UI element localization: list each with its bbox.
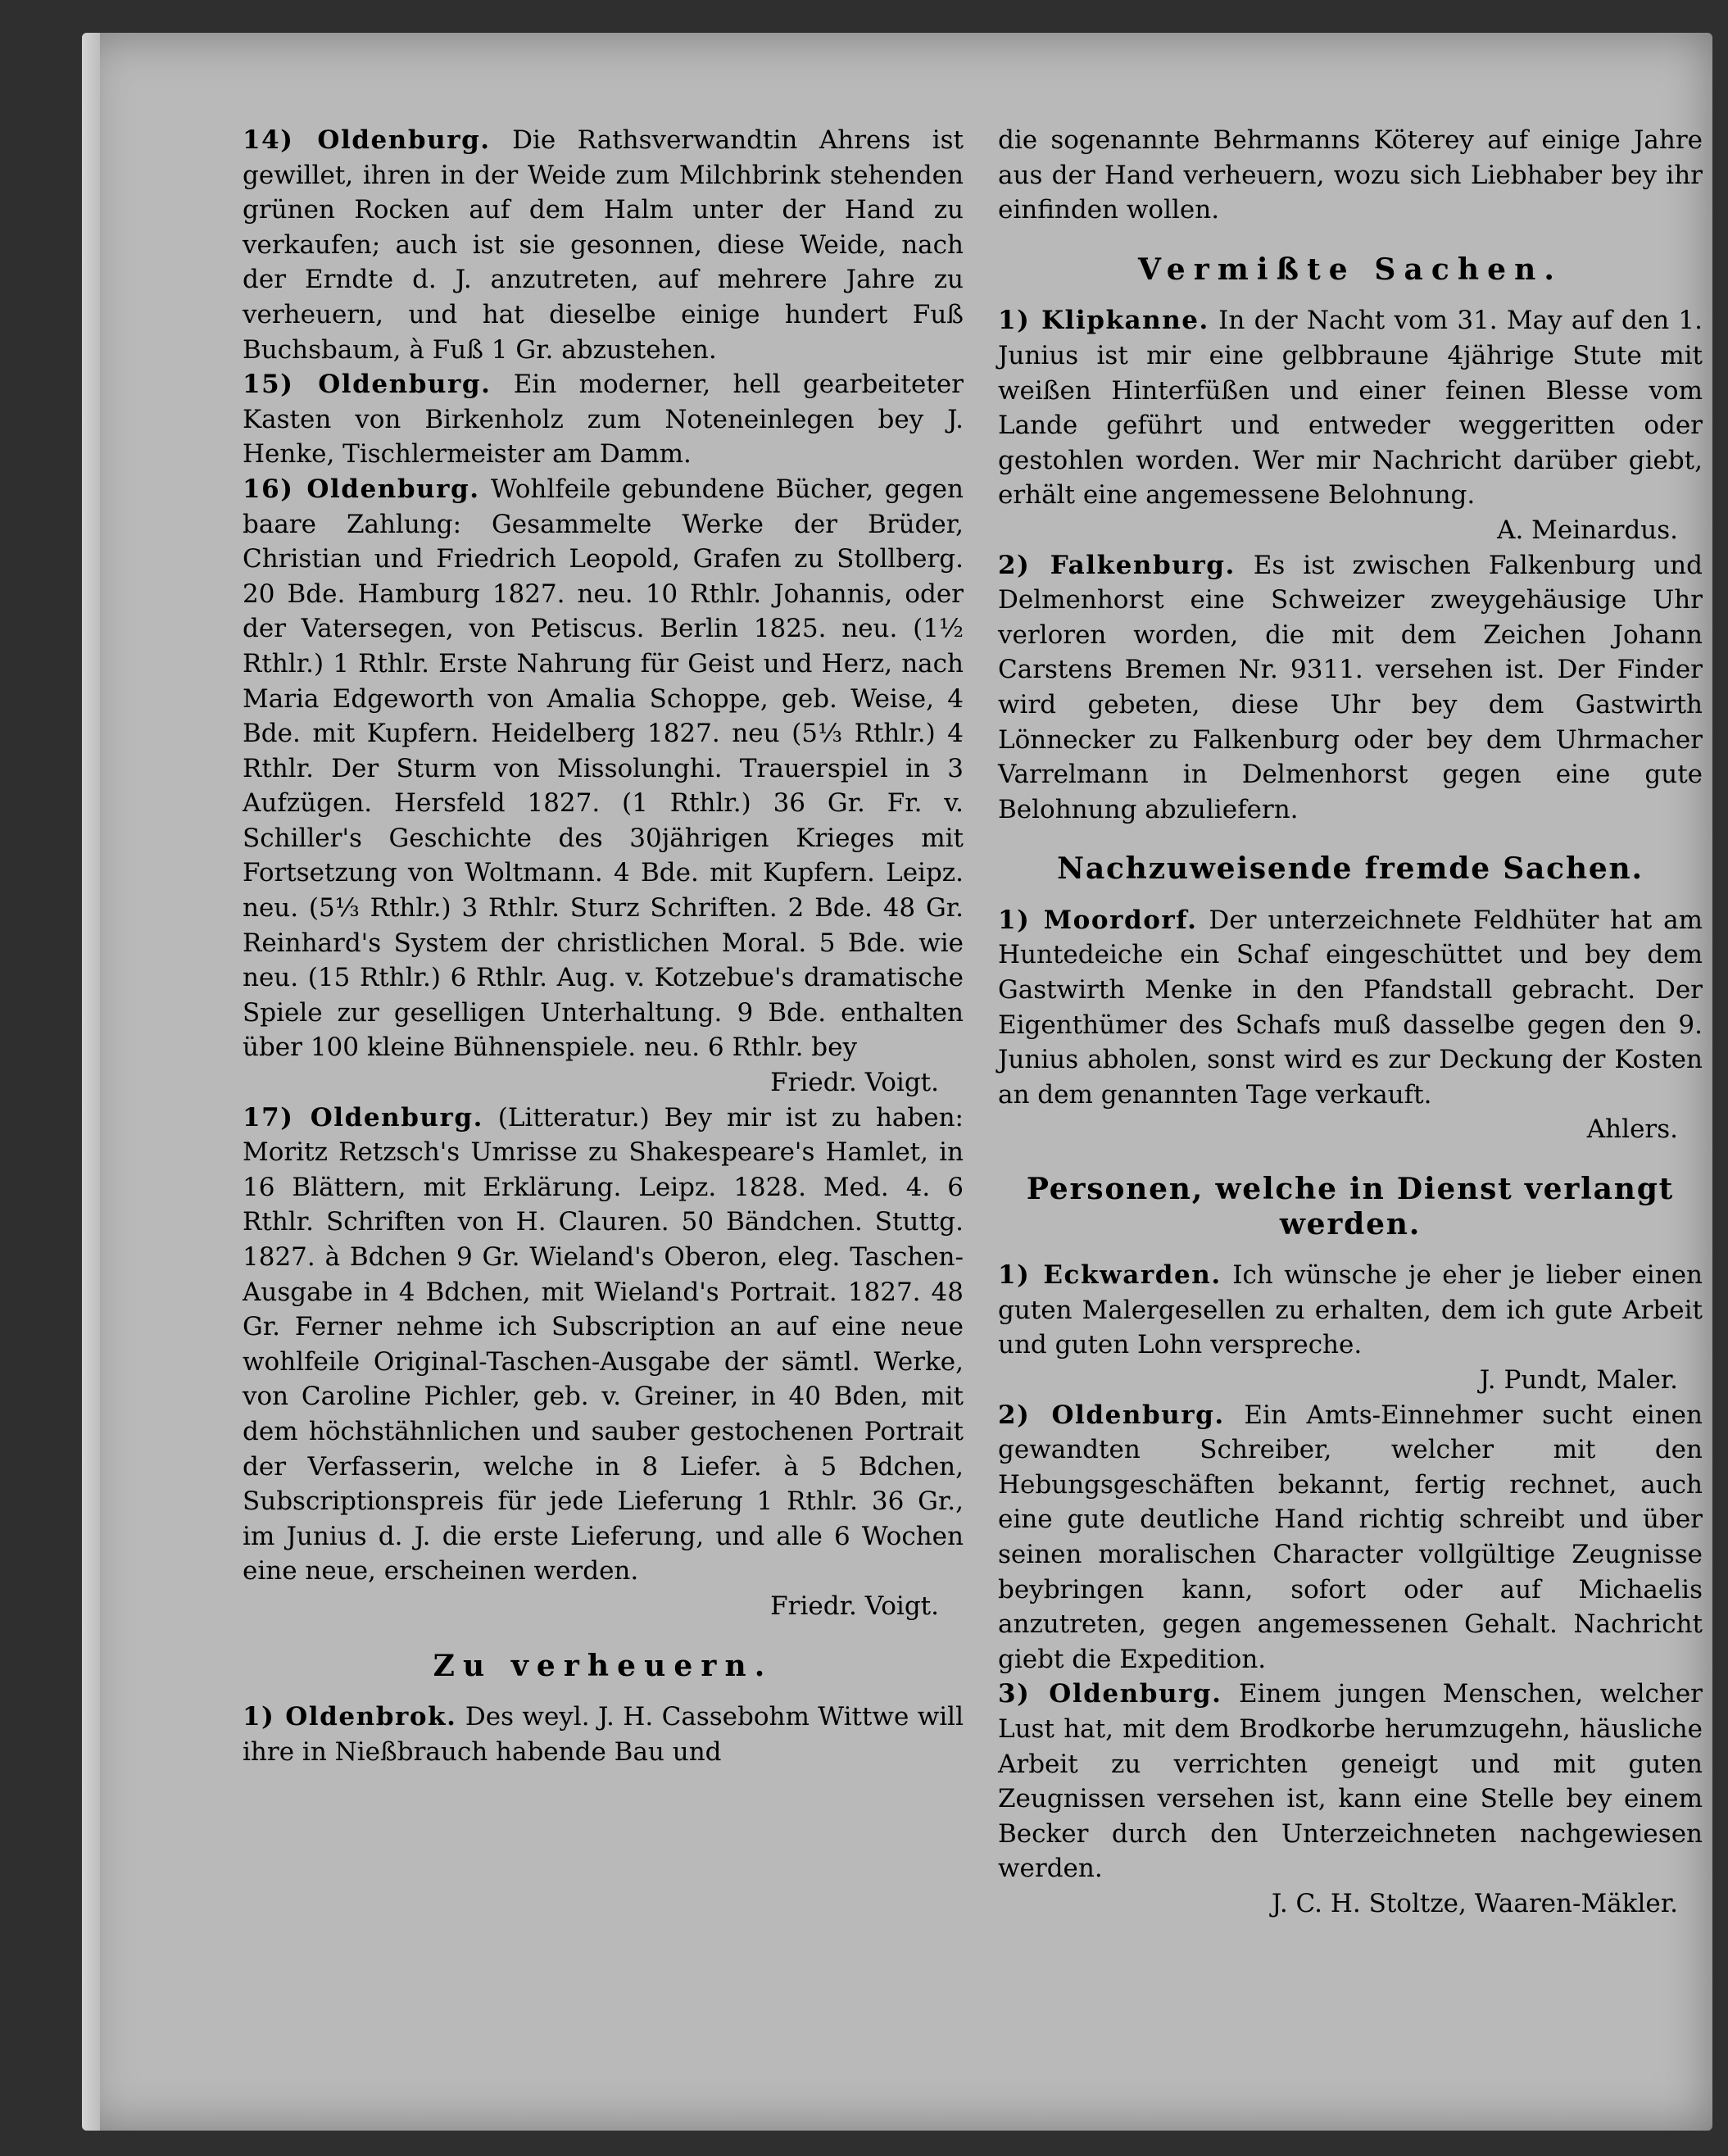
notice-text: Die Rathsverwandtin Ahrens ist gewillet, ihren in der Weide zum Milchbrink stehenden grünen Rocken auf dem Halm unter der Hand zu verkaufen; auch ist sie gesonnen, diese Weide, nach der Erndte d. J. anzutreten, auf mehrere Jahre zu verheuern, und hat dieselbe einige hundert Fuß Buchsbaum, à Fuß 1 Gr. abzustehen. (243, 125, 964, 365)
notice-verheuern-1-continued (998, 123, 1703, 228)
notice-lead: 16) Oldenburg. (243, 474, 480, 504)
notice-text: Des weyl. J. H. Cassebohm Wittwe will ihre in Nießbrauch habende Bau und (243, 1702, 964, 1767)
notice-16 (243, 472, 964, 1101)
notice-14 (243, 123, 964, 367)
notice-17 (243, 1101, 964, 1624)
notice-lead: 2) Oldenburg. (998, 1400, 1225, 1430)
notice-vermisst-1 (998, 303, 1703, 547)
notice-lead: 17) Oldenburg. (243, 1102, 483, 1132)
notice-lead: 1) Klipkanne. (998, 306, 1209, 336)
notice-dienst-2 (998, 1398, 1703, 1677)
notice-lead: 3) Oldenburg. (998, 1679, 1222, 1709)
notice-lead: 15) Oldenburg. (243, 370, 492, 400)
left-column (243, 123, 964, 1769)
notice-signature: J. C. H. Stoltze, Waaren-Mäkler. (1271, 1888, 1678, 1918)
section-heading-fremde-sachen: Nachzuweisende fremde Sachen. (1057, 851, 1644, 887)
section-heading-dienst: Personen, welche in Dienst verlangt werden. (1026, 1172, 1675, 1241)
notice-text: (Litteratur.) Bey mir ist zu haben: Moritz Retzsch's Umrisse zu Shakespeare's Hamlet, in 16 Blättern, mit Erklärung. Leipz. 1828. Med. 4. 6 Rthlr. Schriften von H. Clauren. 50 Bändchen. Stuttg. 1827. à Bdchen 9 Gr. Wieland's Oberon, eleg. Taschen-Ausgabe in 4 Bdchen, mit Wieland's Portrait. 1827. 48 Gr. Ferner nehme ich Subscription an auf eine neue wohlfeile Original-Taschen-Ausgabe der sämtl. Werke, von Caroline Pichler, geb. v. Greiner, in 40 Bden, mit dem höchstähnlichen und sauber gestochenen Portrait der Verfasserin, welche in 8 Liefer. à 5 Bdchen, Subscriptionspreis für jede Lieferung 1 Rthlr. 36 Gr., im Junius d. J. die erste Lieferung, und alle 6 Wochen eine neue, erscheinen werden. (243, 1102, 964, 1586)
notice-lead: 1) Moordorf. (998, 905, 1198, 935)
notice-text: Ein Amts-Einnehmer sucht einen gewandten Schreiber, welcher mit den Hebungsgeschäften bekannt, fertig rechnet, auch eine gute deutliche Hand richtig schreibt und über seinen moralischen Character vollgültige Zeugnisse beybringen kann, sofort oder auf Michaelis anzutreten, gegen angemessenen Gehalt. Nachricht giebt die Expedition. (998, 1400, 1703, 1674)
notice-text: Es ist zwischen Falkenburg und Delmenhorst eine Schweizer zweygehäusige Uhr verloren worden, die mit dem Zeichen Johann Carstens Bremen Nr. 9311. versehen ist. Der Finder wird gebeten, diese Uhr bey dem Gastwirth Lönnecker zu Falkenburg oder bey dem Uhrmacher Varrelmann in Delmenhorst gegen eine gute Belohnung abzuliefern. (998, 550, 1703, 824)
page-edge (82, 33, 100, 2131)
notice-text: die sogenannte Behrmanns Köterey auf einige Jahre aus der Hand verheuern, wozu sich Liebhaber bey ihr einfinden wollen. (998, 125, 1703, 225)
notice-text: Wohlfeile gebundene Bücher, gegen baare Zahlung: Gesammelte Werke der Brüder, Christian und Friedrich Leopold, Grafen zu Stollberg. 20 Bde. Hamburg 1827. neu. 10 Rthlr. Johannis, oder der Vatersegen, von Petiscus. Berlin 1825. neu. (1½ Rthlr.) 1 Rthlr. Erste Nahrung für Geist und Herz, nach Maria Edgeworth von Amalia Schoppe, geb. Weise, 4 Bde. mit Kupfern. Heidelberg 1827. neu (5⅓ Rthlr.) 4 Rthlr. Der Sturm von Missolunghi. Trauerspiel in 3 Aufzügen. Hersfeld 1827. (1 Rthlr.) 36 Gr. Fr. v. Schiller's Geschichte des 30jährigen Krieges mit Fortsetzung von Woltmann. 4 Bde. mit Kupfern. Leipz. neu. (5⅓ Rthlr.) 3 Rthlr. Sturz Schriften. 2 Bde. 48 Gr. Reinhard's System der christlichen Moral. 5 Bde. wie neu. (15 Rthlr.) 6 Rthlr. Aug. v. Kotzebue's dramatische Spiele zur geselligen Unterhaltung. 9 Bde. enthalten über 100 kleine Bühnenspiele. neu. 6 Rthlr. bey (243, 474, 964, 1063)
right-column (998, 123, 1703, 1922)
notice-signature: J. Pundt, Maler. (1479, 1365, 1678, 1395)
notice-dienst-3 (998, 1677, 1703, 1921)
notice-signature: A. Meinardus. (1497, 515, 1678, 545)
notice-dienst-1 (998, 1258, 1703, 1397)
notice-fremde-1 (998, 903, 1703, 1147)
notice-text: Ein moderner, hell gearbeiteter Kasten von Birkenholz zum Noteneinlegen bey J. Henke, Tischlermeister am Damm. (243, 370, 964, 470)
notice-signature: Friedr. Voigt. (770, 1068, 939, 1098)
notice-text: Der unterzeichnete Feldhüter hat am Huntedeiche ein Schaf eingeschüttet und bey dem Gastwirth Menke in den Pfandstall gebracht. Der Eigenthümer des Schafs muß dasselbe gegen den 9. Junius abholen, sonst wird es zur Deckung der Kosten an dem genannten Tage verkauft. (998, 905, 1703, 1110)
notice-lead: 1) Oldenbrok. (243, 1702, 457, 1732)
notice-15 (243, 367, 964, 472)
notice-lead: 14) Oldenburg. (243, 125, 491, 155)
notice-vermisst-2 (998, 548, 1703, 828)
notice-verheuern-1 (243, 1700, 964, 1769)
notice-lead: 2) Falkenburg. (998, 550, 1236, 580)
notice-lead: 1) Eckwarden. (998, 1260, 1222, 1291)
notice-text: In der Nacht vom 31. May auf den 1. Junius ist mir eine gelbbraune 4jährige Stute mit weißen Hinterfüßen und einer feinen Blesse vom Lande geführt und entweder weggeritten oder gestohlen worden. Wer mir Nachricht darüber giebt, erhält eine angemessene Belohnung. (998, 306, 1703, 511)
notice-text: Ich wünsche je eher je lieber einen guten Malergesellen zu erhalten, dem ich gute Arbeit und guten Lohn verspreche. (998, 1260, 1703, 1360)
notice-signature: Friedr. Voigt. (770, 1591, 939, 1621)
section-heading-vermisste: Vermißte Sachen. (1138, 252, 1562, 287)
notice-signature: Ahlers. (1586, 1114, 1678, 1145)
notice-text: Einem jungen Menschen, welcher Lust hat, mit dem Brodkorbe herumzugehn, häusliche Arbeit zu verrichten geneigt und mit guten Zeugnissen versehen ist, kann eine Stelle bey einem Becker durch den Unterzeichneten nachgewiesen werden. (998, 1679, 1703, 1884)
section-heading-verheuern: Zu verheuern. (433, 1648, 773, 1683)
